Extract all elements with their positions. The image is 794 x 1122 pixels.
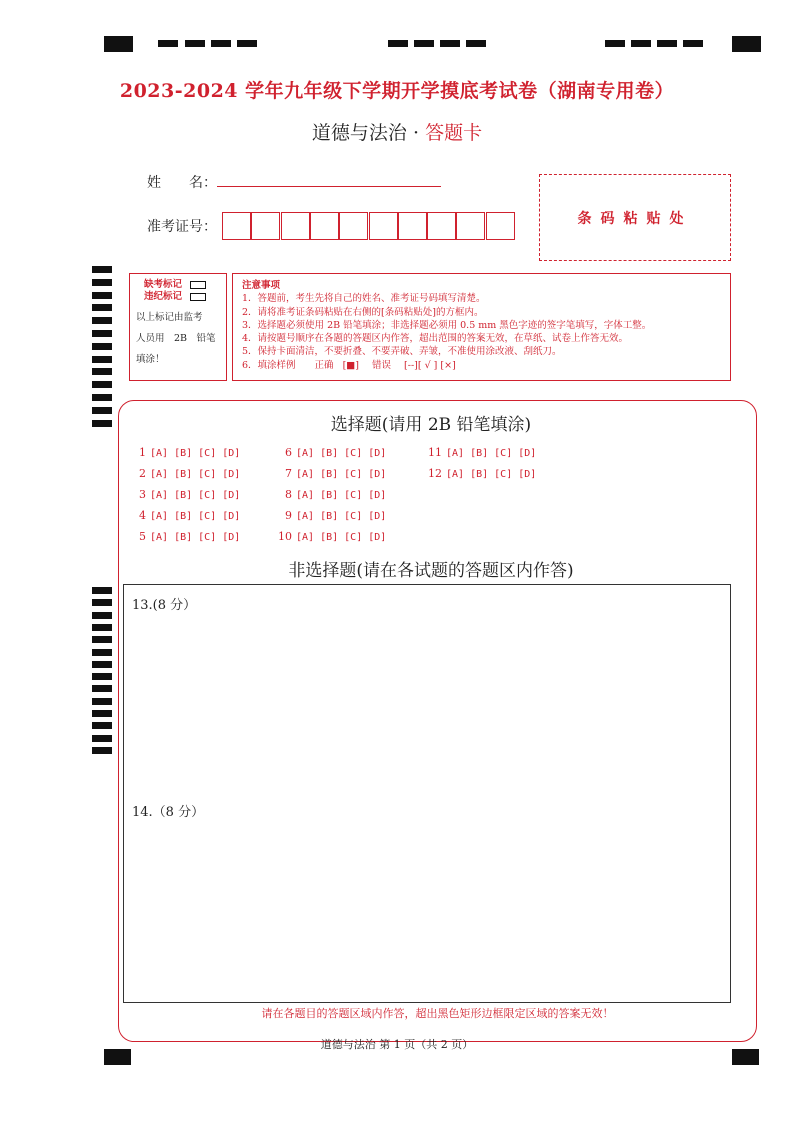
exam-id-digit-box[interactable]: [427, 212, 456, 240]
choice-question: [278, 509, 386, 522]
absent-mark-label: 缺考标记: [144, 279, 183, 290]
name-field[interactable]: [217, 186, 441, 187]
instructions-heading: 注意事项: [242, 280, 281, 291]
exam-id-label: 准考证号：: [147, 219, 217, 235]
choice-bubbles[interactable]: [A] [B] [C] [D]: [296, 511, 387, 522]
timing-mark-left: [92, 636, 112, 643]
question-14-label: 14.（8 分）: [132, 805, 205, 820]
exam-id-digit-box[interactable]: [281, 212, 310, 240]
choice-question-number: 1: [139, 446, 146, 459]
timing-mark-left: [92, 685, 112, 692]
timing-mark-left: [92, 612, 112, 619]
timing-mark-top-left: [104, 36, 133, 52]
choice-question-number: 12: [428, 467, 442, 480]
timing-mark-left: [92, 661, 112, 668]
timing-mark-left: [92, 356, 112, 363]
choice-question-number: 2: [139, 467, 146, 480]
timing-mark-top: [158, 40, 178, 47]
mark-note-line: 填涂！: [136, 354, 165, 365]
timing-mark-top: [237, 40, 257, 47]
timing-mark-left: [92, 599, 112, 606]
choice-bubbles[interactable]: [A] [B] [C] [D]: [296, 469, 387, 480]
choice-question: [132, 467, 240, 480]
exam-id-digit-box[interactable]: [339, 212, 368, 240]
choice-question-number: 5: [139, 530, 146, 543]
choice-bubbles[interactable]: [A] [B] [C] [D]: [150, 511, 241, 522]
fill-sample-row: [242, 359, 721, 372]
card-subtitle: [0, 118, 794, 145]
fill-sample-wrong: [--][ √ ] [×]: [404, 359, 456, 371]
choice-question: [278, 467, 386, 480]
exam-id-digit-box[interactable]: [251, 212, 280, 240]
timing-mark-top: [211, 40, 231, 47]
exam-id-digit-box[interactable]: [398, 212, 427, 240]
timing-mark-left: [92, 649, 112, 656]
choice-question-number: 9: [285, 509, 292, 522]
choice-question: [278, 446, 386, 459]
timing-mark-top: [185, 40, 205, 47]
barcode-area: 条码粘贴处: [539, 174, 731, 261]
timing-mark-top: [388, 40, 408, 47]
choice-question-number: 7: [285, 467, 292, 480]
timing-mark-left: [92, 279, 112, 286]
choice-section-title: 选择题(请用 2B 铅笔填涂): [330, 415, 532, 435]
exam-id-digit-box[interactable]: [456, 212, 485, 240]
choice-bubbles[interactable]: [A] [B] [C] [D]: [296, 490, 387, 501]
timing-mark-left: [92, 710, 112, 717]
choice-bubbles[interactable]: [A] [B] [C] [D]: [446, 469, 537, 480]
violation-mark-label: 违纪标记: [144, 291, 183, 302]
timing-mark-top-right: [732, 36, 761, 52]
choice-question: [428, 446, 536, 459]
absent-mark-box[interactable]: [190, 281, 206, 289]
choice-question-number: 4: [139, 509, 146, 522]
mark-note-line: 以上标记由监考: [136, 312, 203, 323]
fill-sample-wrong-label: 错误: [372, 359, 392, 371]
choice-question: [428, 467, 536, 480]
choice-bubbles[interactable]: [A] [B] [C] [D]: [150, 532, 241, 543]
nonchoice-section-title: 非选择题(请在各试题的答题区内作答): [288, 561, 574, 581]
timing-mark-top: [683, 40, 703, 47]
timing-mark-left: [92, 381, 112, 388]
mark-note-line: 人员用 2B 铅笔: [136, 333, 216, 344]
choice-question: [132, 446, 240, 459]
choice-question: [132, 530, 240, 543]
nonchoice-answer-box[interactable]: [123, 584, 731, 1003]
choice-bubbles[interactable]: [A] [B] [C] [D]: [446, 448, 537, 459]
choice-bubbles[interactable]: [A] [B] [C] [D]: [150, 448, 241, 459]
exam-id-digit-box[interactable]: [369, 212, 398, 240]
timing-mark-left: [92, 698, 112, 705]
violation-mark-row: [136, 291, 220, 303]
choice-bubbles[interactable]: [A] [B] [C] [D]: [150, 469, 241, 480]
choice-question: [278, 530, 386, 543]
choice-bubbles[interactable]: [A] [B] [C] [D]: [296, 448, 387, 459]
subject-name: 道德与法治: [311, 122, 407, 144]
timing-mark-left: [92, 747, 112, 754]
timing-mark-left: [92, 735, 112, 742]
instruction-item: 5．保持卡面清洁，不要折叠、不要弄破、弄皱，不准使用涂改液、刮纸刀。: [242, 346, 562, 358]
exam-title: 2023-2024 学年九年级下学期开学摸底考试卷（湖南专用卷）: [119, 80, 675, 102]
choice-question: [278, 488, 386, 501]
exam-id-digit-box[interactable]: [310, 212, 339, 240]
instruction-item: 1．答题前，考生先将自己的姓名、准考证号码填写清楚。: [242, 293, 486, 305]
answer-area-warning: 请在各题目的答题区域内作答，超出黑色矩形边框限定区域的答案无效！: [261, 1007, 614, 1020]
subtitle-dot: ·: [412, 122, 420, 144]
question-13-label: 13.(8 分）: [132, 598, 197, 613]
timing-mark-left: [92, 722, 112, 729]
timing-mark-top: [605, 40, 625, 47]
choice-question: [132, 509, 240, 522]
timing-mark-left: [92, 394, 112, 401]
timing-mark-left: [92, 292, 112, 299]
choice-question-number: 3: [139, 488, 146, 501]
timing-mark-left: [92, 330, 112, 337]
fill-sample-label: 6．填涂样例 正确: [242, 359, 334, 371]
choice-question-number: 6: [285, 446, 292, 459]
answer-card-label: 答题卡: [425, 122, 483, 144]
timing-mark-top: [657, 40, 677, 47]
timing-mark-top: [466, 40, 486, 47]
choice-question: [132, 488, 240, 501]
violation-mark-box[interactable]: [190, 293, 206, 301]
choice-question-number: 11: [428, 446, 442, 459]
timing-mark-left: [92, 317, 112, 324]
timing-mark-left: [92, 673, 112, 680]
timing-mark-top: [414, 40, 434, 47]
name-label: 姓 名：: [147, 175, 217, 191]
timing-mark-top: [631, 40, 651, 47]
timing-mark-top: [440, 40, 460, 47]
exam-id-digit-box[interactable]: [486, 212, 515, 240]
instruction-item: 3．选择题必须使用 2B 铅笔填涂；非选择题必须用 0.5 mm 黑色字迹的签字笔填写，字体工整。: [242, 319, 652, 331]
instruction-item: 2．请将准考证条码粘贴在右侧的[条码粘贴处]的方框内。: [242, 306, 484, 318]
timing-mark-left: [92, 343, 112, 350]
instruction-item: 4．请按题号顺序在各题的答题区内作答，超出范围的答案无效，在草纸、试卷上作答无效。: [242, 333, 629, 345]
timing-mark-left: [92, 304, 112, 311]
absent-mark-row: [136, 279, 220, 291]
choice-bubbles[interactable]: [A] [B] [C] [D]: [150, 490, 241, 501]
choice-bubbles[interactable]: [A] [B] [C] [D]: [296, 532, 387, 543]
choice-question-number: 10: [278, 530, 292, 543]
choice-question-number: 8: [285, 488, 292, 501]
instructions-panel: [232, 273, 731, 381]
timing-mark-left: [92, 368, 112, 375]
timing-mark-left: [92, 266, 112, 273]
timing-mark-left: [92, 624, 112, 631]
mark-panel: [129, 273, 227, 381]
timing-mark-left: [92, 587, 112, 594]
exam-id-digit-box[interactable]: [222, 212, 251, 240]
fill-sample-correct: [■]: [342, 359, 359, 371]
page-footer: 道德与法治 第 1 页（共 2 页）: [320, 1038, 474, 1051]
